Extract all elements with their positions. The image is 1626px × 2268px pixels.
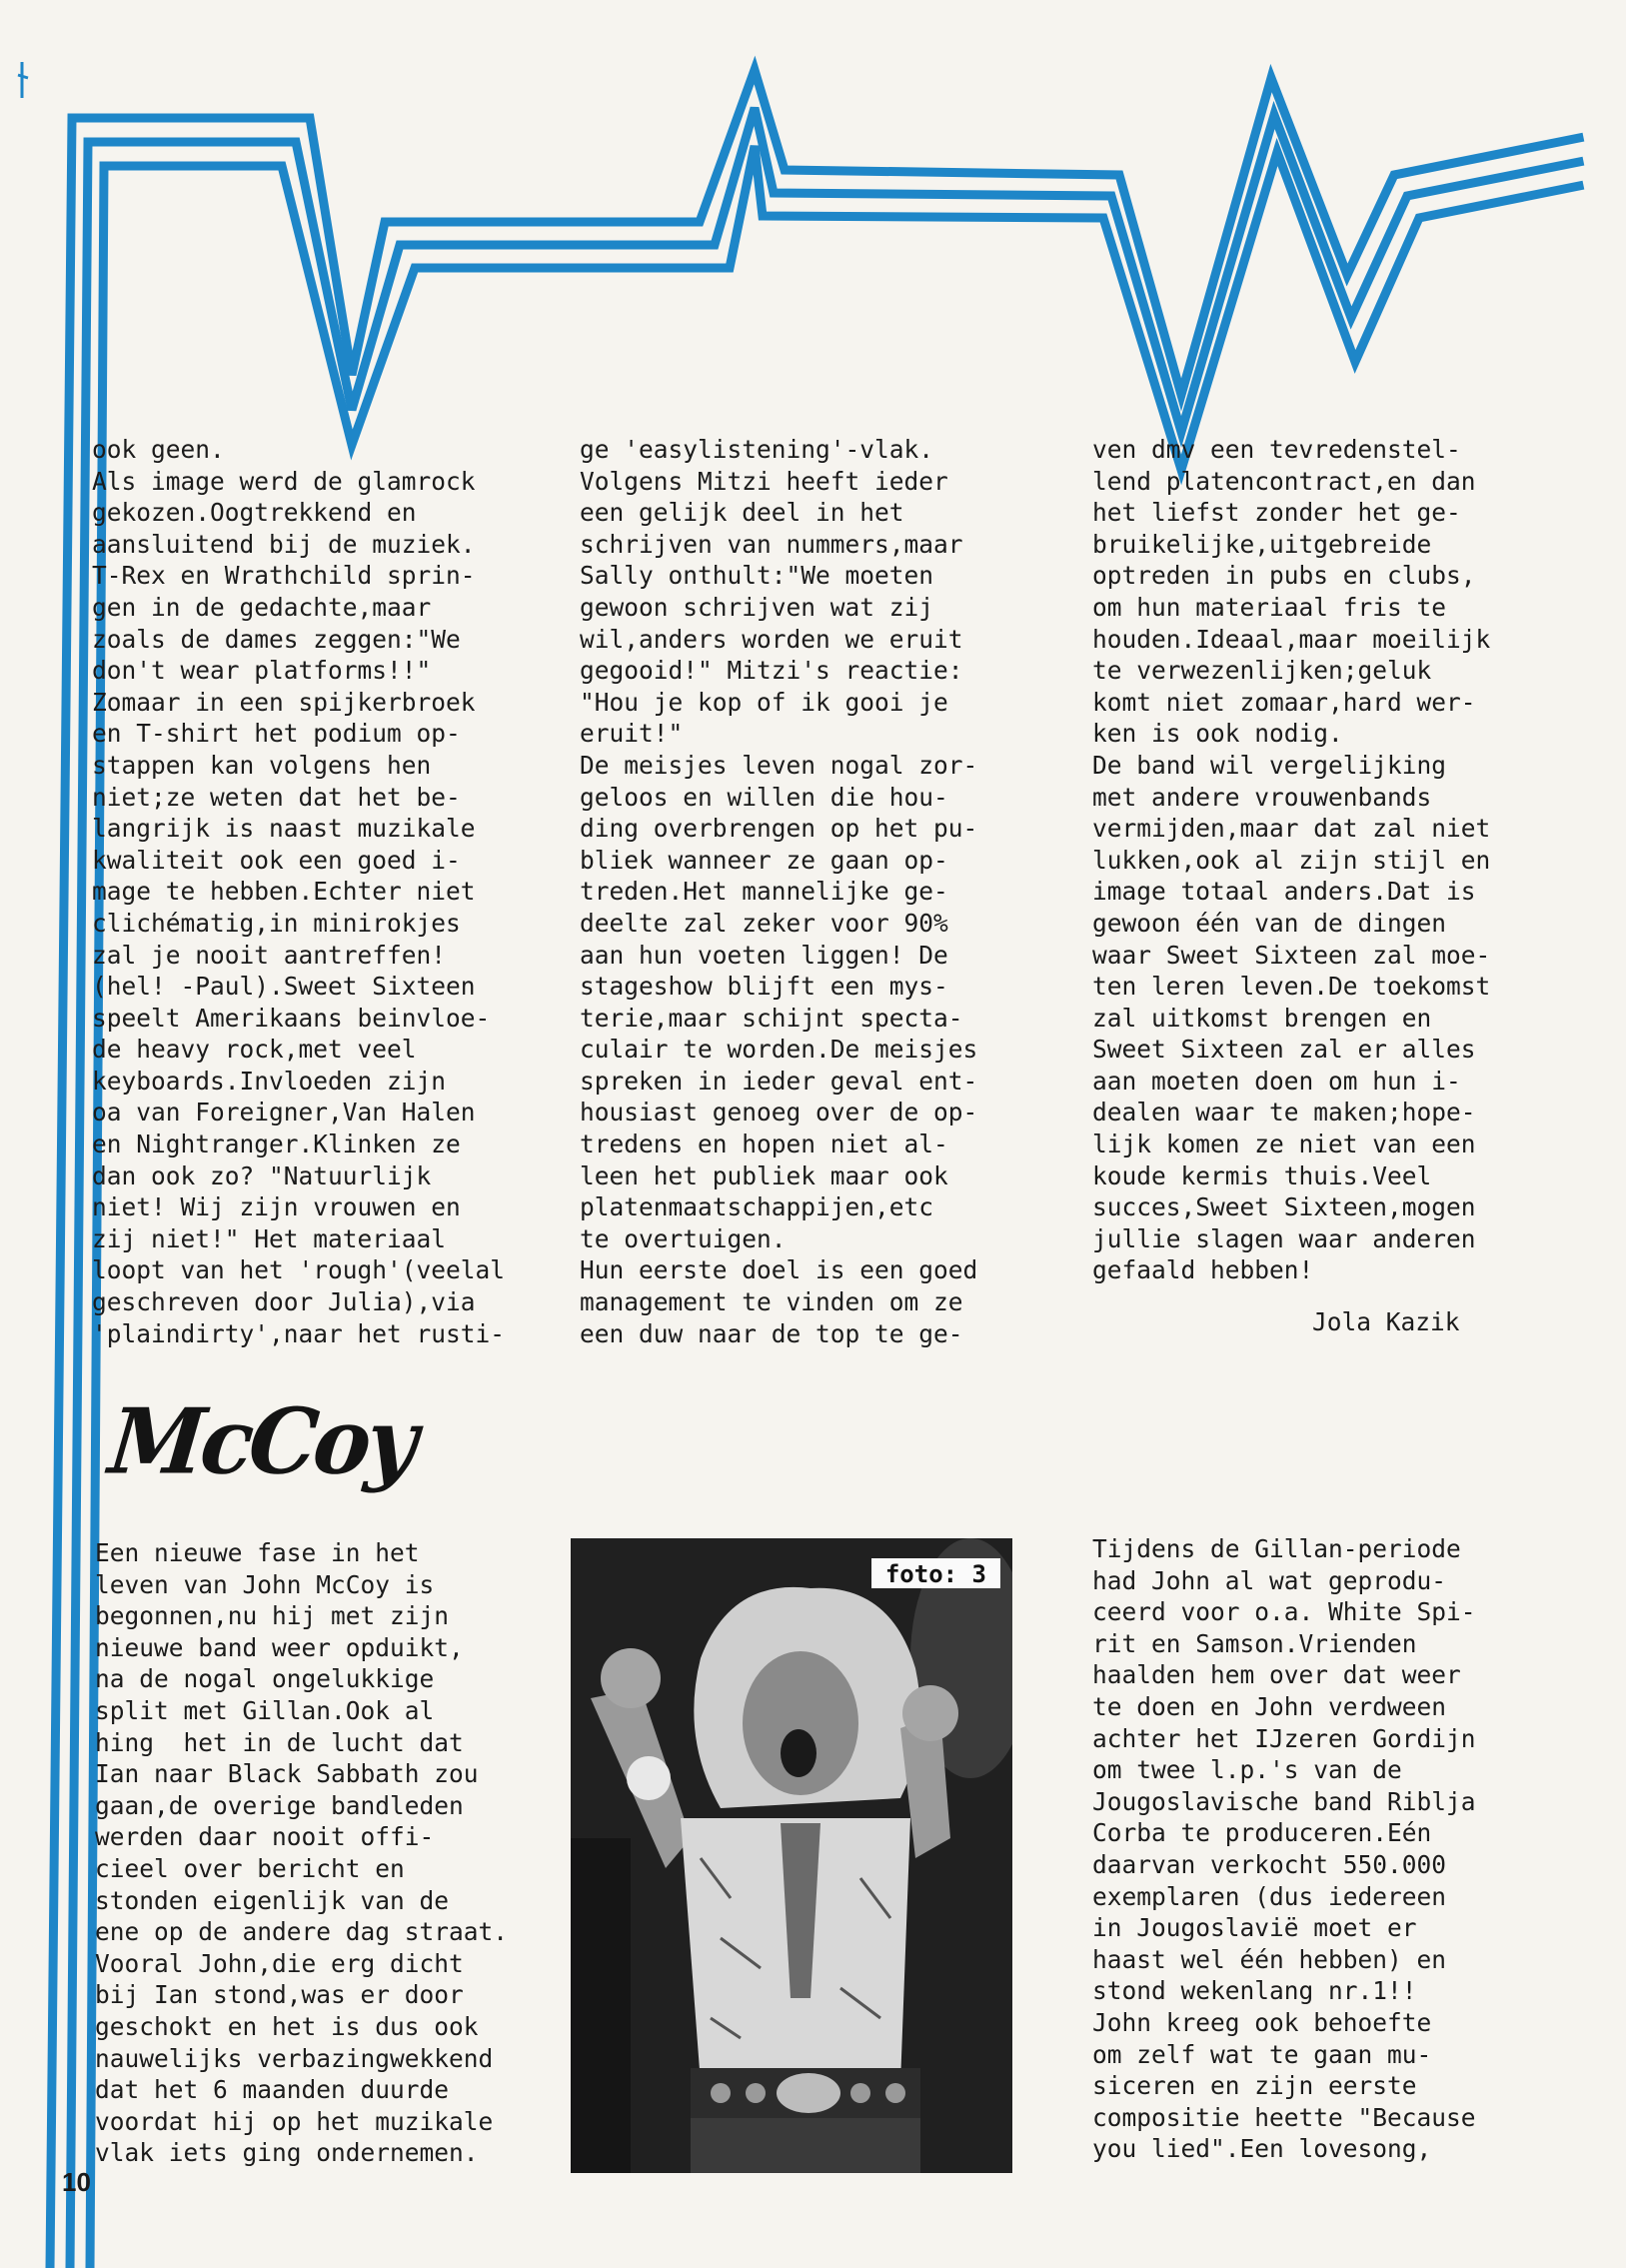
mccoy-column-2 bbox=[1092, 1533, 1476, 2165]
text-line: eruit!" bbox=[580, 719, 684, 749]
text-line: cieel over bericht en bbox=[95, 1853, 405, 1883]
text-line: vermijden,maar dat zal niet bbox=[1092, 814, 1491, 844]
text-line: dat het 6 maanden duurde bbox=[95, 2075, 450, 2105]
text-line: gewoon schrijven wat zij bbox=[580, 592, 934, 622]
text-line: ten leren leven.De toekomst bbox=[1092, 972, 1491, 1002]
text-line: gefaald hebben! bbox=[1092, 1255, 1314, 1285]
text-line: loopt van het 'rough'(veelal bbox=[92, 1255, 506, 1285]
text-line: Een nieuwe fase in het bbox=[95, 1538, 420, 1567]
text-line: nieuwe band weer opduikt, bbox=[95, 1632, 464, 1662]
text-line: dan ook zo? "Natuurlijk bbox=[92, 1160, 432, 1190]
text-line: management te vinden om ze bbox=[580, 1287, 963, 1317]
text-line: De meisjes leven nogal zor- bbox=[580, 750, 978, 780]
text-line: geschreven door Julia),via bbox=[92, 1287, 476, 1317]
text-line: waar Sweet Sixteen zal moe- bbox=[1092, 940, 1491, 970]
page-number: 10 bbox=[62, 2167, 91, 2197]
text-line: T-Rex en Wrathchild sprin- bbox=[92, 561, 476, 591]
text-line: de heavy rock,met veel bbox=[92, 1035, 417, 1065]
text-line: John kreeg ook behoefte bbox=[1092, 2007, 1432, 2037]
text-line: hing het in de lucht dat bbox=[95, 1727, 464, 1757]
text-line: oa van Foreigner,Van Halen bbox=[92, 1098, 476, 1128]
text-line: compositie heette "Because bbox=[1092, 2102, 1476, 2132]
text-line: zal je nooit aantreffen! bbox=[92, 940, 447, 970]
text-line: gekozen.Oogtrekkend en bbox=[92, 498, 417, 528]
text-line: Als image werd de glamrock bbox=[92, 466, 476, 496]
text-line: (hel! -Paul).Sweet Sixteen bbox=[92, 972, 476, 1002]
text-line: housiast genoeg over de op- bbox=[580, 1098, 978, 1128]
text-line: Vooral John,die erg dicht bbox=[95, 1948, 464, 1978]
text-line: en T-shirt het podium op- bbox=[92, 719, 461, 749]
text-line: om twee l.p.'s van de bbox=[1092, 1755, 1402, 1785]
text-line: ene op de andere dag straat. bbox=[95, 1917, 509, 1947]
text-line: langrijk is naast muzikale bbox=[92, 814, 476, 844]
mccoy-heading: McCoy bbox=[104, 1388, 419, 1495]
text-line: bliek wanneer ze gaan op- bbox=[580, 845, 948, 875]
text-line: dealen waar te maken;hope- bbox=[1092, 1098, 1476, 1128]
text-line: you lied".Een lovesong, bbox=[1092, 2134, 1432, 2164]
text-line: schrijven van nummers,maar bbox=[580, 529, 963, 559]
article-column-1 bbox=[92, 434, 505, 1349]
text-line: gen in de gedachte,maar bbox=[92, 592, 432, 622]
text-line: image totaal anders.Dat is bbox=[1092, 877, 1476, 907]
text-line: om hun materiaal fris te bbox=[1092, 592, 1447, 622]
text-line: aan hun voeten liggen! De bbox=[580, 940, 948, 970]
text-line: De band wil vergelijking bbox=[1092, 750, 1447, 780]
text-line: houden.Ideaal,maar moeilijk bbox=[1092, 624, 1491, 654]
text-line: geloos en willen die hou- bbox=[580, 782, 948, 812]
text-line: lend platencontract,en dan bbox=[1092, 466, 1476, 496]
text-line: keyboards.Invloeden zijn bbox=[92, 1066, 447, 1096]
text-line: ook geen. bbox=[92, 435, 225, 464]
text-line: haast wel één hebben) en bbox=[1092, 1944, 1447, 1974]
text-line: ken is ook nodig. bbox=[1092, 719, 1343, 749]
text-line: optreden in pubs en clubs, bbox=[1092, 561, 1476, 591]
text-line: begonnen,nu hij met zijn bbox=[95, 1601, 450, 1631]
author-byline: Jola Kazik bbox=[1312, 1307, 1460, 1336]
text-line: mage te hebben.Echter niet bbox=[92, 877, 476, 907]
text-line: clichématig,in minirokjes bbox=[92, 908, 461, 938]
text-line: speelt Amerikaans beinvloe- bbox=[92, 1003, 491, 1033]
text-line: geschokt en het is dus ook bbox=[95, 2011, 479, 2041]
mccoy-column-1 bbox=[95, 1537, 508, 2169]
text-line: het liefst zonder het ge- bbox=[1092, 498, 1461, 528]
text-line: te overtuigen. bbox=[580, 1223, 787, 1253]
text-line: ge 'easylistening'-vlak. bbox=[580, 435, 934, 464]
text-line: jullie slagen waar anderen bbox=[1092, 1223, 1476, 1253]
text-line: kwaliteit ook een goed i- bbox=[92, 845, 461, 875]
text-line: achter het IJzeren Gordijn bbox=[1092, 1723, 1476, 1753]
singer-photo-illustration bbox=[571, 1538, 1012, 2173]
text-line: succes,Sweet Sixteen,mogen bbox=[1092, 1192, 1476, 1222]
text-line: in Jougoslavië moet er bbox=[1092, 1913, 1417, 1943]
text-line: Hun eerste doel is een goed bbox=[580, 1255, 978, 1285]
article-column-3 bbox=[1092, 434, 1490, 1286]
text-line: siceren en zijn eerste bbox=[1092, 2071, 1417, 2101]
text-line: te doen en John verdween bbox=[1092, 1691, 1447, 1721]
text-line: daarvan verkocht 550.000 bbox=[1092, 1849, 1447, 1879]
text-line: gaan,de overige bandleden bbox=[95, 1790, 464, 1820]
text-line: lukken,ook al zijn stijl en bbox=[1092, 845, 1491, 875]
text-line: leven van John McCoy is bbox=[95, 1569, 435, 1599]
text-line: treden.Het mannelijke ge- bbox=[580, 877, 948, 907]
text-line: gewoon één van de dingen bbox=[1092, 908, 1447, 938]
text-line: vlak iets ging ondernemen. bbox=[95, 2138, 479, 2168]
text-line: Jougoslavische band Riblja bbox=[1092, 1786, 1476, 1816]
text-line: gegooid!" Mitzi's reactie: bbox=[580, 656, 963, 686]
text-line: rit en Samson.Vrienden bbox=[1092, 1628, 1417, 1658]
text-line: Sweet Sixteen zal er alles bbox=[1092, 1035, 1476, 1065]
text-line: komt niet zomaar,hard wer- bbox=[1092, 687, 1476, 717]
text-line: spreken in ieder geval ent- bbox=[580, 1066, 978, 1096]
text-line: zoals de dames zeggen:"We bbox=[92, 624, 461, 654]
article-column-2 bbox=[580, 434, 977, 1349]
text-line: werden daar nooit offi- bbox=[95, 1822, 435, 1852]
text-line: tredens en hopen niet al- bbox=[580, 1130, 948, 1159]
text-line: nauwelijks verbazingwekkend bbox=[95, 2043, 494, 2073]
text-line: ven dmv een tevredenstel- bbox=[1092, 435, 1461, 464]
text-line: Volgens Mitzi heeft ieder bbox=[580, 466, 948, 496]
photo-credit-label: foto: 3 bbox=[871, 1558, 1000, 1588]
text-line: zij niet!" Het materiaal bbox=[92, 1223, 447, 1253]
text-line: stageshow blijft een mys- bbox=[580, 972, 948, 1002]
text-line: te verwezenlijken;geluk bbox=[1092, 656, 1432, 686]
text-line: voordat hij op het muzikale bbox=[95, 2106, 494, 2136]
text-line: wil,anders worden we eruit bbox=[580, 624, 963, 654]
text-line: haalden hem over dat weer bbox=[1092, 1660, 1461, 1690]
text-line: een duw naar de top te ge- bbox=[580, 1318, 963, 1348]
concert-photo bbox=[571, 1538, 1012, 2173]
text-line: exemplaren (dus iedereen bbox=[1092, 1881, 1447, 1911]
text-line: ceerd voor o.a. White Spi- bbox=[1092, 1597, 1476, 1627]
text-line: split met Gillan.Ook al bbox=[95, 1695, 435, 1725]
text-line: stappen kan volgens hen bbox=[92, 750, 432, 780]
text-line: niet;ze weten dat het be- bbox=[92, 782, 461, 812]
text-line: bruikelijke,uitgebreide bbox=[1092, 529, 1432, 559]
text-line: met andere vrouwenbands bbox=[1092, 782, 1432, 812]
text-line: platenmaatschappijen,etc bbox=[580, 1192, 934, 1222]
text-line: om zelf wat te gaan mu- bbox=[1092, 2039, 1432, 2069]
text-line: niet! Wij zijn vrouwen en bbox=[92, 1192, 461, 1222]
text-line: had John al wat geprodu- bbox=[1092, 1565, 1447, 1595]
text-line: Tijdens de Gillan-periode bbox=[1092, 1534, 1461, 1563]
text-line: ding overbrengen op het pu- bbox=[580, 814, 978, 844]
text-line: stonden eigenlijk van de bbox=[95, 1885, 450, 1915]
text-line: koude kermis thuis.Veel bbox=[1092, 1160, 1432, 1190]
text-line: bij Ian stond,was er door bbox=[95, 1980, 464, 2010]
text-line: Corba te produceren.Eén bbox=[1092, 1818, 1432, 1848]
text-line: een gelijk deel in het bbox=[580, 498, 904, 528]
text-line: culair te worden.De meisjes bbox=[580, 1035, 978, 1065]
text-line: Ian naar Black Sabbath zou bbox=[95, 1759, 479, 1789]
text-line: "Hou je kop of ik gooi je bbox=[580, 687, 948, 717]
text-line: Zomaar in een spijkerbroek bbox=[92, 687, 476, 717]
text-line: terie,maar schijnt specta- bbox=[580, 1003, 963, 1033]
text-line: aansluitend bij de muziek. bbox=[92, 529, 476, 559]
text-line: aan moeten doen om hun i- bbox=[1092, 1066, 1461, 1096]
text-line: leen het publiek maar ook bbox=[580, 1160, 948, 1190]
text-line: deelte zal zeker voor 90% bbox=[580, 908, 948, 938]
text-line: lijk komen ze niet van een bbox=[1092, 1130, 1476, 1159]
text-line: en Nightranger.Klinken ze bbox=[92, 1130, 461, 1159]
text-line: na de nogal ongelukkige bbox=[95, 1664, 435, 1694]
text-line: zal uitkomst brengen en bbox=[1092, 1003, 1432, 1033]
text-line: don't wear platforms!!" bbox=[92, 656, 432, 686]
text-line: Sally onthult:"We moeten bbox=[580, 561, 934, 591]
text-line: 'plaindirty',naar het rusti- bbox=[92, 1318, 506, 1348]
text-line: stond wekenlang nr.1!! bbox=[1092, 1976, 1417, 2006]
